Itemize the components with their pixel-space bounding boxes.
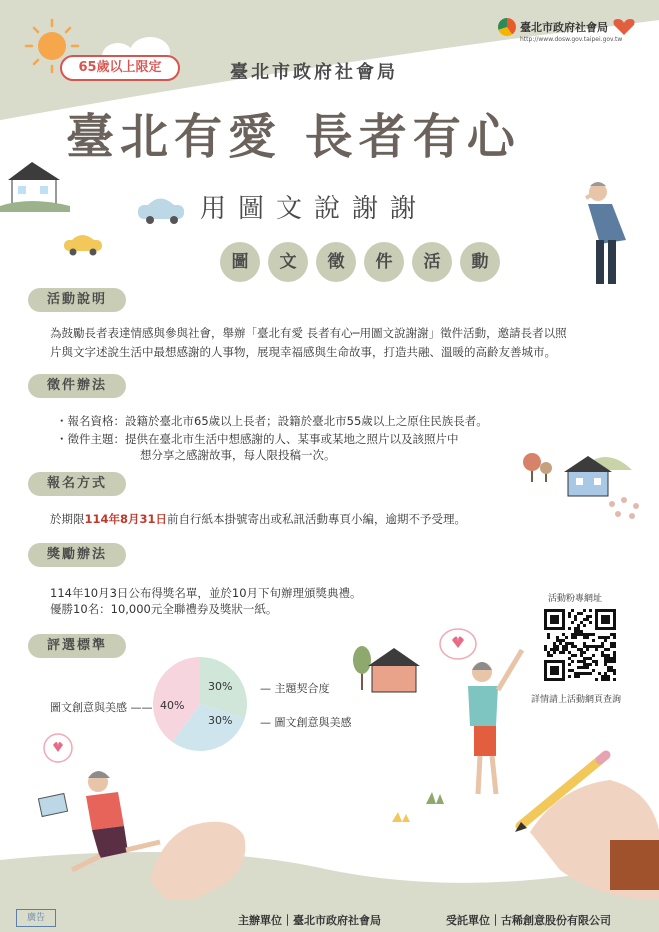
- awards-line-1: 114年10月3日公布得獎名單，並於10月下旬辦理頒獎典禮。: [50, 586, 362, 600]
- section-heading-criteria: 評選標準: [28, 634, 126, 658]
- qr-caption: 活動粉專網址: [548, 594, 603, 604]
- organization-logo: [498, 18, 636, 36]
- signup-text: [50, 510, 466, 529]
- event-title-circles: [220, 242, 500, 282]
- logo-text: 臺北市政府社會局: [520, 21, 608, 34]
- qr-note: 詳情請上活動網頁查詢: [531, 695, 622, 705]
- footer-host: 主辦單位｜臺北市政府社會局: [238, 914, 381, 927]
- awards-line-2: 優勝10名：10,000元全聯禮券及獎狀一紙。: [50, 602, 278, 616]
- pie-legend-label: 圖文創意與美感 ——: [50, 701, 153, 714]
- description-line-2: 片與文字述說生活中最想感謝的人事物，展現幸福感與生命故事，打造共融、溫暖的高齡友善城市。: [50, 345, 556, 359]
- ad-label: 廣告: [16, 909, 56, 927]
- section-heading-rules: 徵件辦法: [28, 374, 126, 398]
- signup-deadline: 114年8月31日: [84, 512, 168, 526]
- rules-theme-line-1: ・徵件主題：提供在臺北市生活中想感謝的人、某事或某地之照片以及該照片中: [56, 432, 459, 446]
- pie-slice-value-label: 30%: [208, 680, 233, 693]
- age-limit-tag: 65歲以上限定: [60, 55, 180, 81]
- heart-bubble-right: [440, 629, 476, 659]
- event-char: 件: [364, 242, 404, 282]
- logo-url: http://www.dosw.gov.taipei.gov.tw: [520, 36, 623, 43]
- sub-title: 用圖文說謝謝: [200, 194, 429, 224]
- event-char: 活: [412, 242, 452, 282]
- qr-code-icon: [544, 609, 616, 681]
- event-char: 圖: [220, 242, 260, 282]
- pie-legend-label: — 圖文創意與美感: [260, 716, 352, 729]
- pie-slice-value-label: 40%: [160, 699, 185, 712]
- description-line-1: 為鼓勵長者表達情感與參與社會，舉辦「臺北有愛 長者有心─用圖文說謝謝」徵件活動，邀請長者以照: [50, 326, 567, 340]
- event-char: 文: [268, 242, 308, 282]
- event-char: 徵: [316, 242, 356, 282]
- footer-agent: 受託單位｜古稀創意股份有限公司: [446, 914, 611, 927]
- taipei-logo-icon: [498, 18, 516, 36]
- pie-slice-value-label: 30%: [208, 714, 233, 727]
- section-heading-description: 活動說明: [28, 288, 126, 312]
- rules-eligibility: ・報名資格：設籍於臺北市65歲以上長者；設籍於臺北市55歲以上之原住民族長者。: [56, 414, 488, 428]
- heart-logo-icon: [612, 18, 636, 36]
- section-heading-awards: 獎勵辦法: [28, 543, 126, 567]
- event-char: 動: [460, 242, 500, 282]
- organization-name: 臺北市政府社會局: [230, 62, 398, 83]
- section-heading-signup: 報名方式: [28, 472, 126, 496]
- main-title: 臺北有愛 長者有心: [66, 109, 521, 165]
- qr-code[interactable]: [541, 606, 619, 684]
- signup-prefix: 於期限: [50, 512, 85, 526]
- signup-suffix: 前自行紙本掛號寄出或私訊活動專頁小編，逾期不予受理。: [167, 512, 467, 526]
- rules-theme-line-2: 想分享之感謝故事，每人限投稿一次。: [140, 448, 336, 462]
- pie-legend-label: — 主題契合度: [260, 682, 330, 695]
